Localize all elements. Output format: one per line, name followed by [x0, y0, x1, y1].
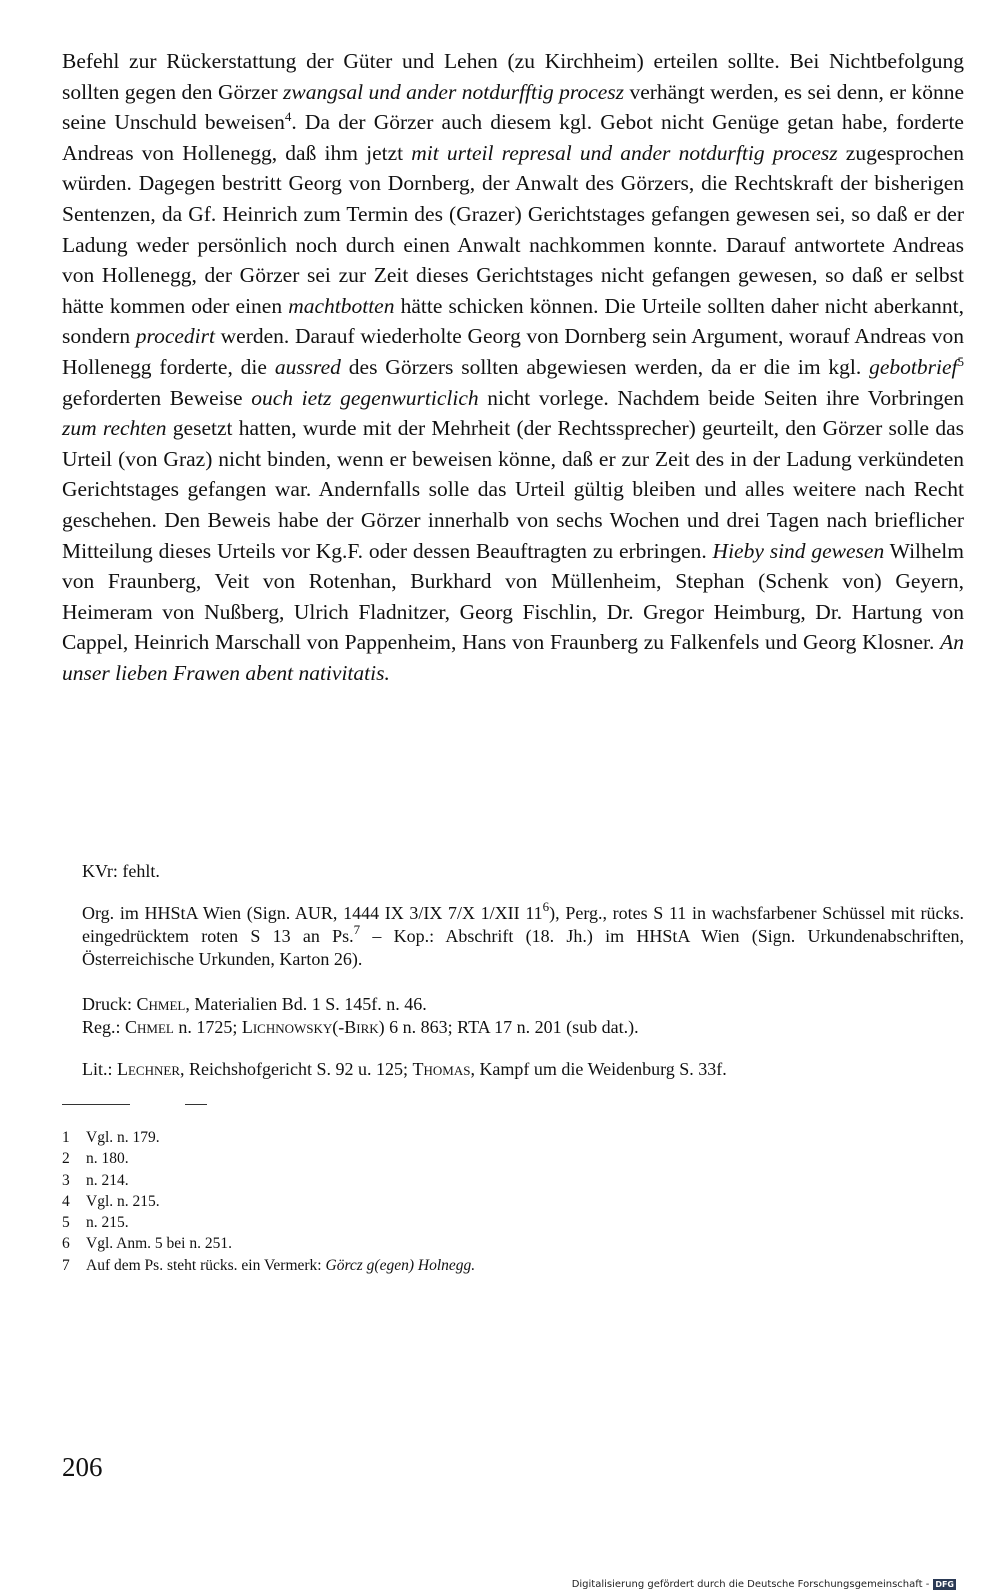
- footnote-text: n. 215.: [86, 1214, 129, 1232]
- italic-quote: Hieby sind gewesen: [712, 538, 885, 563]
- footnote-text: n. 180.: [86, 1150, 129, 1168]
- italic-quote: procedirt: [135, 324, 215, 349]
- text-segment: Druck:: [82, 994, 137, 1014]
- text-segment: gesetzt hatten, wurde mit der Mehrheit (der Rechtssprecher) geurteilt, den Görzer solle das Urteil (von Graz) nicht binden, wenn er beweisen könne, daß er zur Zeit des in der Ladung verkündeten Gerichtstages gefangen war. Andernfalls solle das Urteil gültig bleiben und alles weitere nach Recht geschehen. Den Beweis habe der Görzer innerhalb von sechs Wochen und drei Tagen nach brieflicher Mitteilung dieses Urteils vor Kg.F. oder dessen Beauftragten zu erbringen.: [62, 416, 964, 563]
- italic-quote: zum rechten: [62, 416, 167, 441]
- footnote-separator: [185, 1104, 207, 1105]
- italic-quote: machtbotten: [288, 293, 395, 318]
- lit-line: [82, 1058, 964, 1081]
- text-segment: geforderten Beweise: [62, 385, 252, 410]
- footnote-text: n. 214.: [86, 1171, 129, 1189]
- footnote-item: [62, 1255, 962, 1276]
- author-name: Lichnowsky(-Birk): [241, 1016, 385, 1037]
- text-segment: zugesprochen würden. Dagegen bestritt Georg von Dornberg, der Anwalt des Görzers, die Rechtskraft der bisherigen Sentenzen, da Gf. Heinrich zum Termin des (Grazer) Gerichtstages gefangen gewesen sei, so daß er der Ladung weder persönlich noch durch einen Anwalt nachkommen konnte. Darauf antwortete Andreas von Hollenegg, der Görzer sei zur Zeit dieses Gerichtstages nicht gefangen gewesen, so daß er selbst hätte kommen oder einen: [62, 140, 964, 318]
- italic-quote: zwangsal und ander notdurfftig procesz: [283, 79, 625, 104]
- author-name: Chmel: [136, 994, 186, 1014]
- reg-line: [82, 1016, 964, 1039]
- footnote-italic: Görcz g(egen) Holnegg.: [325, 1256, 476, 1274]
- kvr-text: KVr: fehlt.: [82, 861, 160, 881]
- original-text: [82, 899, 964, 970]
- footnote-separator: [62, 1104, 130, 1105]
- page-number: 206: [62, 1452, 103, 1482]
- text-segment: nicht vorlege. Nachdem beide Seiten ihre Vorbringen: [478, 385, 965, 410]
- footnote-ref: 4: [284, 109, 292, 125]
- italic-quote: gebotbrief: [869, 354, 958, 379]
- footnote-item: [62, 1212, 962, 1233]
- italic-quote: ouch ietz gegenwurticlich: [251, 385, 479, 410]
- footnote-number: 1: [62, 1129, 70, 1146]
- text-segment: . Da der Görzer auch diesem kgl. Gebot nicht Genüge getan habe, forderte Andreas von Hollenegg, daß ihm jetzt: [62, 110, 964, 165]
- text-segment: , Kampf um die Weidenburg S. 33f.: [470, 1059, 727, 1079]
- main-paragraph: [62, 46, 964, 688]
- footnote-text: Vgl. n. 179.: [86, 1129, 160, 1146]
- kvr-note: [82, 860, 964, 883]
- footnote-number: 6: [62, 1235, 70, 1253]
- text-segment: Wilhelm von Fraunberg, Veit von Rotenhan, Burkhard von Müllenheim, Stephan (Schenk von) Geyern, Heimeram von Nußberg, Ulrich Fladnitzer, Georg Fischlin, Dr. Gregor Heimburg, Dr. Hartung von Cappel, Heinrich Marschall von Pappenheim, Hans von Fraunberg zu Falkenfels und Georg Klosner.: [62, 538, 965, 655]
- author-name: Lechner: [117, 1059, 180, 1079]
- footnote-number: 4: [62, 1192, 70, 1210]
- original-note: [82, 899, 964, 970]
- footnote-number: 3: [62, 1171, 70, 1189]
- footnote-item: [62, 1170, 962, 1191]
- footnote-number: 7: [62, 1256, 70, 1274]
- footnote-ref: 6: [542, 899, 550, 915]
- italic-quote: mit urteil represal und ander notdurftig procesz: [411, 140, 838, 165]
- text-segment: des Görzers sollten abgewiesen werden, da er die im kgl.: [340, 354, 870, 379]
- italic-quote: An unser lieben Frawen abent nativitatis.: [62, 630, 964, 685]
- footnote-item: [62, 1191, 962, 1212]
- footnote-number: 2: [62, 1150, 70, 1168]
- text-segment: , Materialien Bd. 1 S. 145f. n. 46.: [185, 994, 427, 1014]
- main-text: [62, 46, 964, 688]
- text-segment: 6 n. 863; RTA 17 n. 201 (sub dat.).: [384, 1016, 639, 1037]
- italic-quote: aussred: [274, 354, 341, 379]
- footnote-ref: 7: [353, 922, 361, 937]
- text-segment: werden. Darauf wiederholte Georg von Dornberg sein Argument, worauf Andreas von Hollenegg forderte, die: [62, 324, 964, 379]
- text-segment: ), Perg., rotes S 11 in wachsfarbener Schüssel mit rücks. eingedrücktem roten S 13 an Ps.: [82, 903, 964, 946]
- literature-note: [82, 1058, 964, 1081]
- dfg-logo: DFG: [935, 1580, 954, 1589]
- druck-line: [82, 993, 964, 1016]
- footnote-item: [62, 1127, 962, 1148]
- text-segment: Org. im HHStA Wien (Sign. AUR, 1444 IX 3/IX 7/X 1/XII 11: [82, 903, 543, 923]
- text-segment: n. 1725;: [173, 1016, 242, 1037]
- footnote-item: [62, 1233, 962, 1254]
- print-register-notes: [82, 993, 964, 1039]
- footnote-text: Vgl. n. 215.: [86, 1192, 160, 1210]
- text-segment: Lit.:: [82, 1059, 117, 1079]
- text-segment: hätte schicken können. Die Urteile sollten daher nicht aberkannt, sondern: [62, 293, 964, 349]
- text-segment: – Kop.: Abschrift (18. Jh.) im HHStA Wien (Sign. Urkundenabschriften, Österreichische Urkunden, Karton 26).: [82, 925, 964, 969]
- footnotes: [62, 1127, 962, 1276]
- footnote-text: Auf dem Ps. steht rücks. ein Vermerk:: [86, 1256, 326, 1274]
- footnote-ref: 5: [957, 354, 964, 370]
- digitization-credit: [572, 1579, 956, 1590]
- text-segment: verhängt werden, es sei denn, er könne seine Unschuld beweisen: [62, 79, 964, 135]
- text-segment: Befehl zur Rückerstattung der Güter und Lehen (zu Kirchheim) erteilen sollte. Bei Nichtbefolgung sollten gegen den Görzer: [62, 49, 964, 104]
- footnote-item: [62, 1148, 962, 1169]
- footnote-text: Vgl. Anm. 5 bei n. 251.: [86, 1235, 232, 1253]
- footnote-number: 5: [62, 1214, 70, 1232]
- text-segment: , Reichshofgericht S. 92 u. 125;: [180, 1059, 413, 1079]
- author-name: Chmel: [125, 1016, 174, 1037]
- author-name: Thomas: [412, 1059, 471, 1079]
- text-segment: Reg.:: [82, 1016, 125, 1037]
- credit-text: Digitalisierung gefördert durch die Deutsche Forschungsgemeinschaft -: [571, 1579, 930, 1590]
